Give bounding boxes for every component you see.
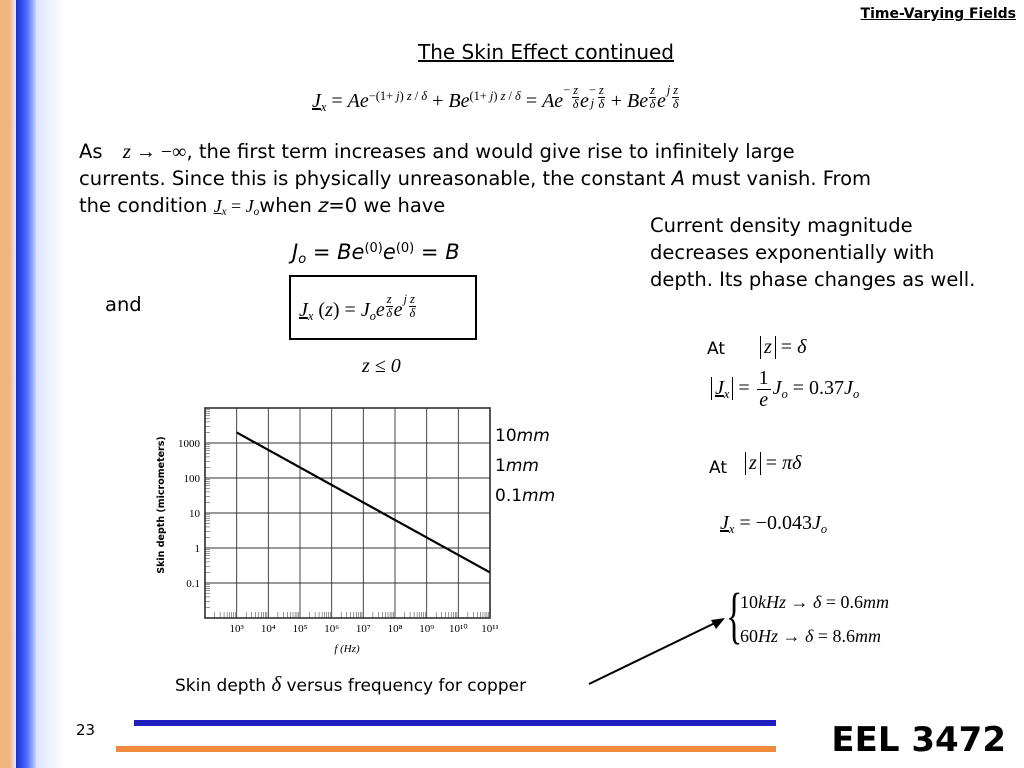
- and-label: and: [105, 293, 142, 316]
- as-word: As: [79, 140, 103, 163]
- unit-mm-1: mm: [863, 592, 890, 612]
- equation-z-pi-delta: z = πδ: [745, 452, 801, 475]
- delta-symbol: δ: [271, 672, 287, 696]
- value-0043: −0.043: [755, 512, 812, 534]
- chart-x-tick-label: 10³: [229, 623, 244, 635]
- body-line-3-text: the condition: [79, 194, 214, 217]
- caption-rest: versus frequency for copper: [286, 676, 527, 696]
- chart-y-tick-label: 1000: [178, 438, 200, 450]
- slide-title: The Skin Effect continued: [418, 40, 674, 64]
- when-word: when: [259, 194, 319, 217]
- unit-hz: Hz: [758, 626, 779, 646]
- chart-x-tick-label: 10¹⁰: [448, 623, 468, 635]
- body-line-1: As z → −∞, the first term increases and would give rise to infinitely large: [79, 139, 795, 163]
- cases-row-1: 10kHz → δ = 0.6mm: [740, 592, 890, 612]
- constant-a: A: [671, 167, 685, 190]
- freq-10: 10: [740, 592, 758, 612]
- skin-depth-chart: [150, 390, 500, 660]
- caption-skin-depth: Skin depth: [175, 676, 267, 696]
- unit-khz: kHz: [758, 592, 786, 612]
- condition-expr: Jx = Jo: [213, 196, 260, 219]
- page-number: 23: [76, 721, 96, 739]
- pointer-arrow: [585, 610, 735, 690]
- footer-blue-line: [134, 720, 776, 726]
- header-title: Time-Varying Fields: [860, 6, 1016, 22]
- freq-60: 60: [740, 626, 758, 646]
- chart-y-tick-label: 100: [183, 473, 200, 485]
- at-label-2: At: [709, 458, 727, 478]
- equation-z-delta: z = δ: [760, 336, 806, 359]
- chart-y-tick-label: 0.1: [186, 578, 200, 590]
- chart-x-tick-label: 10⁸: [387, 623, 403, 635]
- delta-06: 0.6: [840, 592, 864, 612]
- z-limit-expr: z: [122, 139, 131, 163]
- body-line-3: [79, 192, 445, 223]
- body-line-2-text-a: currents. Since this is physically unreasonable, the constant: [79, 167, 672, 190]
- chart-x-tick-label: 10¹¹: [481, 623, 499, 635]
- condition-z: z ≤ 0: [362, 355, 401, 377]
- chart-x-tick-label: 10⁶: [324, 623, 340, 635]
- course-title: EEL 3472: [831, 720, 1006, 760]
- chart-x-tick-label: 10⁵: [292, 623, 308, 635]
- delta-86: 8.6: [832, 626, 856, 646]
- body-line-3-rest: =0 we have: [328, 194, 446, 217]
- left-fade-bar: [36, 0, 66, 768]
- equation-jx-037: Jx = $\frac{1}{e}$ Jo = 0.37Jo: [711, 368, 859, 411]
- chart-x-tick-label: 10⁹: [419, 623, 435, 635]
- at-label-1: At: [707, 339, 725, 359]
- body-line-2: [79, 165, 871, 192]
- footer-orange-line: [116, 746, 776, 752]
- chart-y-axis-label: Skin depth (micrometers): [156, 436, 167, 574]
- chart-x-tick-label: 10⁷: [355, 623, 371, 635]
- depth-label-10mm: 10mm: [495, 426, 550, 446]
- z-var: z: [318, 194, 329, 217]
- chart-y-tick-label: 10: [189, 508, 200, 520]
- left-blue-bar: [16, 0, 36, 768]
- cases-brace: {: [726, 582, 743, 650]
- chart-x-tick-label: 10⁴: [260, 623, 276, 635]
- chart-caption: [175, 672, 526, 697]
- equation-jo-b: $Jo = Be^{(0)}e^{(0)} = B$: [292, 240, 460, 267]
- equation-jx-0043: Jx = −0.043Jo: [720, 512, 828, 536]
- equation-jx-general: $Jx = Ae^{-(1+ j) z / \delta} + Be^{(1+ j) z / \delta} = Ae-$ $\frac{z}{\delta}$ e− j $\frac{z}{\delta}$ + Be $\frac{z}{\delta}$ e j $\frac{z}{\delta}$: [312, 83, 679, 114]
- value-037: 0.37: [809, 377, 845, 400]
- boxed-equation: Jx (z) = Joe $\frac{z}{\delta}$ e j $\frac{z}{\delta}$: [289, 275, 477, 340]
- cases-row-2: 60Hz → δ = 8.6mm: [740, 626, 882, 646]
- unit-mm-2: mm: [855, 626, 882, 646]
- chart-ticks: [178, 438, 499, 635]
- depth-label-1mm: 1mm: [495, 456, 539, 476]
- body-line-1-text: , the first term increases and would give rise to infinitely large: [186, 140, 795, 163]
- depth-label-01mm: 0.1mm: [495, 486, 556, 506]
- left-decor-bar: [0, 0, 16, 768]
- side-note: Current density magnitude decreases exponentially with depth. Its phase changes as well.: [650, 214, 976, 291]
- body-line-2-text-b: must vanish. From: [684, 167, 872, 190]
- chart-x-axis-label: f (Hz): [334, 643, 360, 655]
- chart-y-tick-label: 1: [194, 543, 200, 555]
